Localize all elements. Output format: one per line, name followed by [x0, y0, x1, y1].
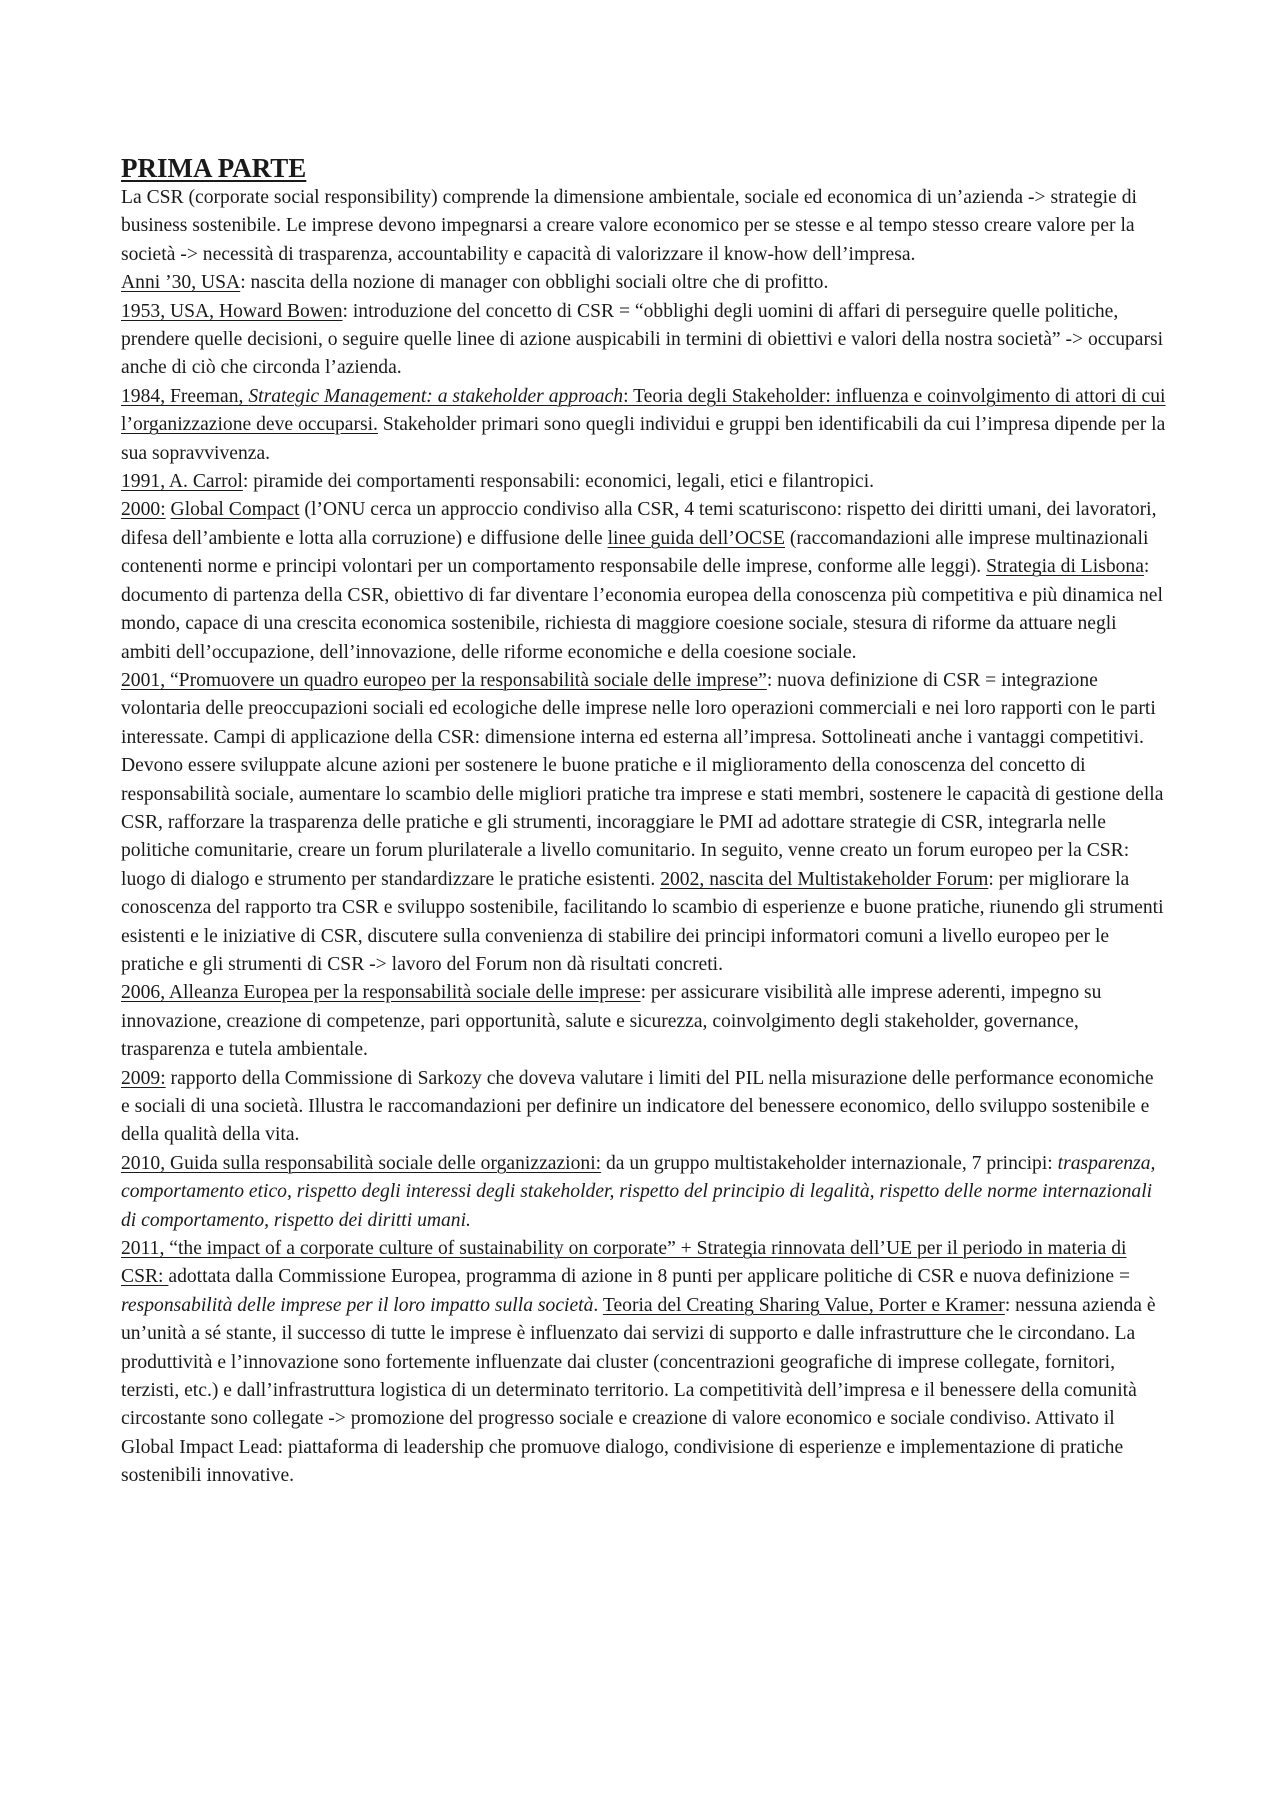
text-run: : per migliorare la conoscenza del rapporto tra CSR e sviluppo sostenibile, facilitando lo scambio di esperienze e buone pratiche, riunendo gli strumenti esistenti e le iniziative di CSR, discutere sulla convenienza di stabilire dei principi informatori comuni a livello europeo per le pratiche e gli strumenti di CSR -> lavoro del Forum non dà risultati concreti. — [121, 868, 1164, 975]
paragraph — [121, 496, 1166, 666]
paragraph — [121, 269, 1166, 297]
italic-text: responsabilità delle imprese per il loro impatto sulla società — [121, 1294, 594, 1316]
underlined-text: Strategia di Lisbona — [986, 556, 1144, 578]
text-run: adottata dalla Commissione Europea, programma di azione in 8 punti per applicare politiche di CSR e nuova definizione = — [168, 1266, 1131, 1288]
paragraph — [121, 1065, 1166, 1150]
paragraph — [121, 1235, 1166, 1491]
text-run: Stakeholder primari sono quegli individui e gruppi ben identificabili da cui l’impresa dipende per la sua sopravvivenza. — [121, 414, 1166, 464]
text-run: rapporto della Commissione di Sarkozy che doveva valutare i limiti del PIL nella misurazione delle performance economiche e sociali di una società. Illustra le raccomandazioni per definire un indicatore del benessere economico, dello sviluppo sostenibile e della qualità della vita. — [121, 1067, 1154, 1146]
underlined-text: 1991, A. Carrol — [121, 471, 243, 493]
text-run: (l’ONU cerca un approccio condiviso alla CSR, 4 temi scaturiscono: rispetto dei diritti umani, dei lavoratori, difesa dell’ambiente e lotta alla corruzione) e diffusione delle — [121, 499, 1157, 549]
paragraph — [121, 383, 1166, 468]
text-run: La CSR (corporate social responsibility) comprende la dimensione ambientale, sociale ed economica di un’azienda -> strategie di business sostenibile. Le imprese devono impegnarsi a creare valore economico per se stesse e al tempo stesso creare valore per la società -> necessità di trasparenza, accountability e capacità di valorizzare il know-how dell’impresa. — [121, 187, 1137, 265]
paragraph — [121, 468, 1166, 496]
underlined-text: 2009: — [121, 1067, 166, 1089]
paragraph — [121, 1150, 1166, 1235]
text-run: : piramide dei comportamenti responsabili: economici, legali, etici e filantropici. — [242, 471, 875, 493]
underlined-text: 2006, Alleanza Europea per la responsabilità sociale delle imprese — [121, 982, 641, 1004]
underlined-text: : Teoria degli Stakeholder: influenza e coinvolgimento di attori di cui l’organizzazione deve occuparsi. — [121, 385, 1166, 436]
text-run: : nuova definizione di CSR = integrazione volontaria delle preoccupazioni sociali ed ecologiche delle imprese nelle loro operazioni commerciali e nei loro rapporti con le parti interessate. Campi di applicazione della CSR: dimensione interna ed esterna all’impresa. Sottolineati anche i vantaggi competitivi. Devono essere sviluppate alcune azioni per sostenere le buone pratiche e il miglioramento della conoscenza del concetto di responsabilità sociale, aumentare lo scambio delle migliori pratiche tra imprese e stati membri, sostenere le capacità di gestione della CSR, rafforzare la trasparenza delle pratiche e gli strumenti, incoraggiare le PMI ad adottare strategie di CSR, integrarla nelle politiche comunitarie, creare un forum plurilaterale a livello comunitario. In seguito, venne creato un forum europeo per la CSR: luogo di dialogo e strumento per standardizzare le pratiche esistenti. — [121, 669, 1164, 890]
underlined-text: 1953, USA, Howard Bowen — [121, 300, 343, 322]
underlined-text: 2001, “Promuovere un quadro europeo per la responsabilità sociale delle imprese” — [121, 669, 767, 691]
document-body — [121, 184, 1166, 1491]
text-run: (raccomandazioni alle imprese multinazionali contenenti norme e principi volontari per un comportamento responsabile delle imprese, conforme alle leggi). — [121, 527, 1149, 578]
paragraph — [121, 667, 1166, 979]
underlined-text: 2011, “the impact of a corporate culture of sustainability on corporate” + Strategia rinnovata dell’UE per il periodo in materia di CSR: — [121, 1238, 1127, 1288]
underlined-text: Strategic Management: a stakeholder approach — [248, 385, 624, 407]
underlined-text: 2010, Guida sulla responsabilità sociale delle organizzazioni: — [121, 1152, 602, 1174]
underlined-text: Global Compact — [170, 499, 300, 521]
page-title: PRIMA PARTE — [121, 153, 307, 183]
document-page — [121, 150, 1166, 1491]
underlined-text: 1984, Freeman, — [121, 385, 249, 407]
underlined-text: 2002, nascita del Multistakeholder Forum — [660, 868, 989, 890]
paragraph — [121, 298, 1166, 383]
underlined-text: 2000: — [121, 499, 166, 521]
text-run: da un gruppo multistakeholder internazionale, 7 principi: — [601, 1152, 1058, 1174]
italic-text: trasparenza, comportamento etico, rispetto degli interessi degli stakeholder, rispetto del principio di legalità, rispetto delle norme internazionali di comportamento, rispetto dei diritti umani. — [121, 1152, 1156, 1231]
underlined-text: Teoria del Creating Sharing Value, Porter e Kramer — [602, 1294, 1005, 1316]
paragraph — [121, 184, 1166, 269]
text-run: : per assicurare visibilità alle imprese aderenti, impegno su innovazione, creazione di competenze, pari opportunità, salute e sicurezza, coinvolgimento degli stakeholder, governance, trasparenza e tutela ambientale. — [121, 982, 1102, 1061]
underlined-text: linee guida dell’OCSE — [607, 527, 785, 549]
text-run: : documento di partenza della CSR, obiettivo di far diventare l’economia europea della conoscenza più competitiva e più dinamica nel mondo, capace di una crescita economica sostenibile, richiesta di maggiore coesione sociale, stesura di riforme da attuare negli ambiti dell’occupazione, dell’innovazione, delle riforme economiche e della coesione sociale. — [121, 556, 1163, 663]
text-run: . — [593, 1294, 603, 1316]
paragraph — [121, 979, 1166, 1064]
text-run: : introduzione del concetto di CSR = “obblighi degli uomini di affari di perseguire quelle politiche, prendere quelle decisioni, o seguire quelle linee di azione auspicabili in termini di obiettivi e valori della nostra società” -> occuparsi anche di ciò che circonda l’azienda. — [121, 300, 1164, 379]
text-run: : nascita della nozione di manager con obblighi sociali oltre che di profitto. — [240, 272, 829, 294]
text-run: : nessuna azienda è un’unità a sé stante, il successo di tutte le imprese è influenzato dai servizi di supporto e dalle infrastrutture che le circondano. La produttività e l’innovazione sono fortemente influenzate dai cluster (concentrazioni geografiche di imprese collegate, fornitori, terzisti, etc.) e dall’infrastruttura logistica di un determinato territorio. La competitività dell’impresa e il benessere della comunità circostante sono collegate -> promozione del progresso sociale e creazione di valore economico e sociale condiviso. Attivato il Global Impact Lead: piattaforma di leadership che promuove dialogo, condivisione di esperienze e implementazione di pratiche sostenibili innovative. — [121, 1294, 1156, 1487]
underlined-text: Anni ’30, USA — [121, 272, 241, 294]
